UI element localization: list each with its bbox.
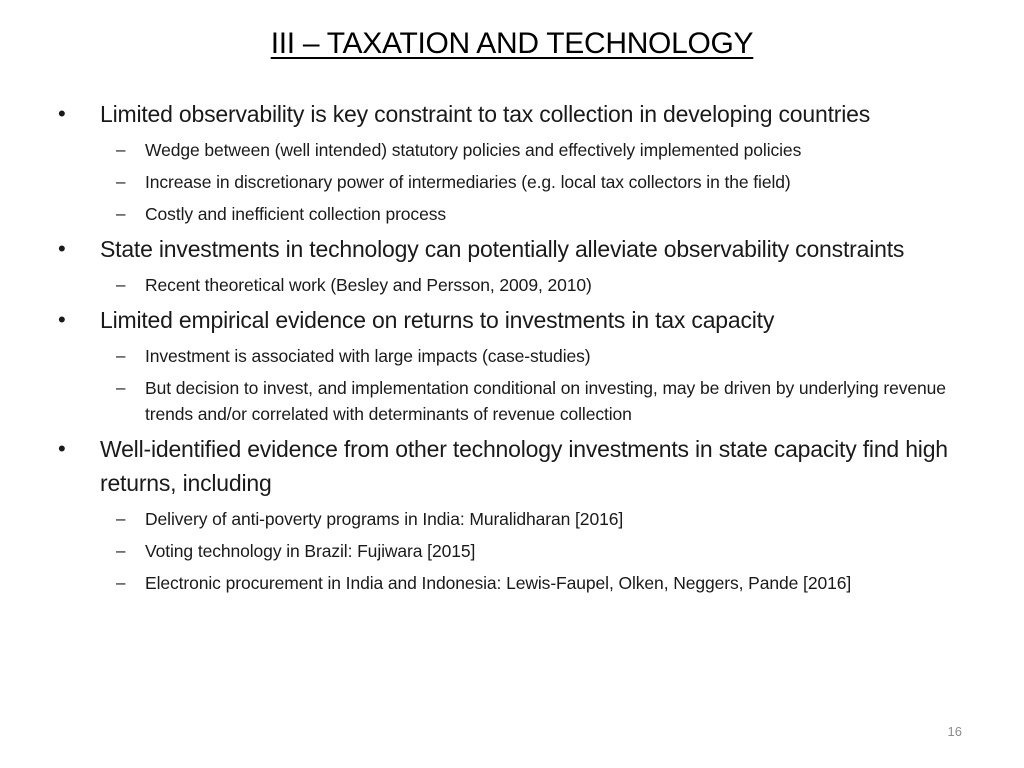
sub-bullet-item: [100, 137, 958, 163]
sub-bullet-item: [100, 570, 958, 596]
sub-bullet-text: Increase in discretionary power of intermediaries (e.g. local tax collectors in the field): [145, 172, 791, 192]
sub-bullet-item: [100, 343, 958, 369]
sub-bullet-text: Costly and inefficient collection process: [145, 204, 447, 224]
sub-bullet-text: Recent theoretical work (Besley and Persson, 2009, 2010): [145, 275, 592, 295]
sub-bullet-item: [100, 272, 958, 298]
slide-title-text: III – TAXATION AND TECHNOLOGY: [270, 27, 754, 60]
bullet-dot-icon: •: [58, 101, 66, 126]
sub-bullet-item: [100, 506, 958, 532]
sub-bullet-text: Voting technology in Brazil: Fujiwara [2015]: [145, 541, 476, 561]
dash-icon: –: [116, 573, 126, 592]
dash-icon: –: [116, 378, 126, 397]
bullet-dot-icon: •: [58, 236, 66, 261]
dash-icon: –: [116, 275, 126, 294]
sub-bullet-item: [100, 169, 958, 195]
bullet-text: State investments in technology can potentially alleviate observability constraints: [100, 236, 905, 262]
bullet-text: Well-identified evidence from other technology investments in state capacity find high returns, including: [100, 436, 948, 496]
dash-icon: –: [116, 346, 126, 365]
sub-bullet-item: [100, 201, 958, 227]
sub-bullet-text: But decision to invest, and implementation conditional on investing, may be driven by underlying revenue trends and/or correlated with determinants of revenue collection: [145, 378, 946, 424]
dash-icon: –: [116, 541, 126, 560]
bullet-dot-icon: •: [58, 307, 66, 332]
sub-bullet-text: Investment is associated with large impacts (case-studies): [145, 346, 591, 366]
bullet-list: [58, 97, 958, 596]
sub-bullet-text: Wedge between (well intended) statutory policies and effectively implemented policies: [145, 140, 802, 160]
bullet-item: [58, 303, 958, 337]
sub-bullet-text: Electronic procurement in India and Indonesia: Lewis-Faupel, Olken, Neggers, Pande [2016]: [145, 573, 852, 593]
dash-icon: –: [116, 204, 126, 223]
bullet-text: Limited observability is key constraint to tax collection in developing countries: [100, 101, 871, 127]
bullet-item: [58, 97, 958, 131]
bullet-item: [58, 432, 958, 500]
slide-title: [0, 24, 1024, 64]
slide-number: 16: [947, 724, 962, 739]
dash-icon: –: [116, 509, 126, 528]
dash-icon: –: [116, 140, 126, 159]
sub-bullet-item: [100, 375, 958, 427]
sub-bullet-item: [100, 538, 958, 564]
bullet-item: [58, 232, 958, 266]
bullet-dot-icon: •: [58, 436, 66, 461]
bullet-text: Limited empirical evidence on returns to investments in tax capacity: [100, 307, 775, 333]
sub-bullet-text: Delivery of anti-poverty programs in India: Muralidharan [2016]: [145, 509, 624, 529]
dash-icon: –: [116, 172, 126, 191]
